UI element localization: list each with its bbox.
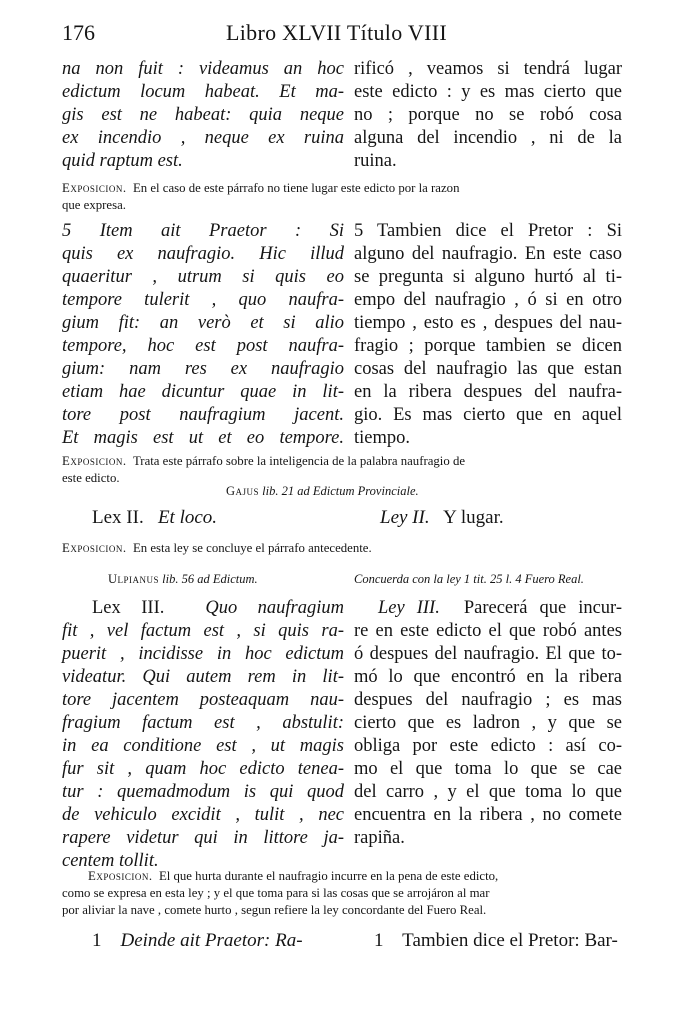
text-line: gium: nam res ex naufragio [62,359,344,379]
text-line: cosas del naufragio las que estan [354,359,622,379]
exposicion-note-2 [62,453,622,487]
text-line: quis ex naufragio. Hic illud [62,244,344,264]
exposicion-label: Exposicion. [88,869,153,883]
text-line: quid raptum est. [62,151,183,171]
ley-ii-spanish [380,507,504,529]
text-line: rificó , veamos si tendrá lugar [354,59,622,79]
text-line: encuentra en la ribera , no comete [354,805,622,825]
text-line: ó despues del naufragio. El que to- [354,644,622,664]
exposicion-text: este edicto. [62,471,120,485]
source-attribution-ulpianus [108,572,258,587]
lex-number: Lex II. [92,507,144,528]
section-number: 1 [374,930,384,951]
ley-text: Y lugar. [443,507,504,528]
text-line: tore jacentem posteaquam nau- [62,690,344,710]
ley-number: Ley II. [380,507,430,528]
ley-number: Ley III. [378,598,440,618]
text-line: centem tollit. [62,851,159,871]
text-line: 5 Tambien dice el Pretor : Si [354,221,622,241]
exposicion-label: Exposicion. [62,181,127,195]
text-line: edictum locum habeat. Et ma- [62,82,344,102]
text-line: etiam hae dicuntur quae in lit- [62,382,344,402]
page-number: 176 [62,20,95,45]
exposicion-text: El que hurta durante el naufragio incurre en la pena de este edicto, [158,869,499,883]
text-line: obliga por este edicto : así co- [354,736,622,756]
text-line [62,597,344,620]
exposicion-label: Exposicion. [62,454,127,468]
text-line: puerit , incidisse in hoc edictum [62,644,344,664]
text-line: in ea conditione est , ut magis [62,736,344,756]
text-line: tempore tulerit , quo naufra- [62,290,344,310]
source-author: Ulpianus [108,572,160,586]
text-line: mo el que toma lo que se cae [354,759,622,779]
exposicion-note-3 [62,540,622,557]
text-line: gis est ne habeat: quia neque [62,105,344,125]
exposicion-text: por aliviar la nave , comete hurto , segun refiere la ley concordante del Fuero Real. [62,903,487,917]
latin-column-section-5 [62,220,344,450]
source-attribution-gajus [226,484,419,499]
exposicion-note-1 [62,180,622,214]
text-line: ex incendio , neque ex ruina [62,128,344,148]
lex-ii-latin [92,507,217,529]
text-line [354,597,622,620]
text-line: se pregunta si alguno hurtó al ti- [354,267,622,287]
running-title: Libro XLVII Título VIII [226,20,447,45]
exposicion-text: que expresa. [62,198,126,212]
spanish-column-section-1 [354,58,622,173]
exposicion-note-4 [62,868,622,919]
text-line: alguna del incendio , ni de la [354,128,622,148]
text-line: mó lo que encontró en la ribera [354,667,622,687]
text-line: en la ribera despues del naufra- [354,382,622,402]
text-line: rapiña. [354,828,405,848]
text-line: empo del naufragio , ó si en otro [354,290,622,310]
latin-column-section-1 [62,58,344,173]
latin-column-lex-iii [62,597,344,873]
ley-text: Parecerá que incur- [463,598,623,618]
lex-text: Quo naufragium [205,598,345,618]
spanish-column-section-5 [354,220,622,450]
lex-text: Et loco. [157,507,218,528]
text-line: fur sit , quam hoc edicto tenea- [62,759,344,779]
text-line: tur : quemadmodum is qui quod [62,782,344,802]
text-line: gium fit: an verò et si alio [62,313,344,333]
section-number: 1 [92,930,102,951]
text-line: 5 Item ait Praetor : Si [62,221,344,241]
source-work: lib. 21 ad Edictum Provinciale. [262,484,419,498]
text-line: rapere videtur qui in littore ja- [62,828,344,848]
text-line: na non fuit : videamus an hoc [62,59,344,79]
text-line: fit , vel factum est , si quis ra- [62,621,344,641]
text-line: fragio ; porque tambien se dicen [354,336,622,356]
source-work: lib. 56 ad Edictum. [162,572,258,586]
text-line: del carro , y el que toma lo que [354,782,622,802]
text-line: quaeritur , utrum si quis eo [62,267,344,287]
section-text: Deinde ait Praetor: Ra- [120,930,303,951]
section-text: Tambien dice el Pretor: Bar- [402,930,618,951]
latin-next-section [92,930,303,952]
exposicion-text: como se expresa en esta ley ; y el que toma para si las cosas que se arrojáron al mar [62,886,490,900]
text-line: videatur. Qui autem rem in lit- [62,667,344,687]
concordance-note: Concuerda con la ley 1 tit. 25 l. 4 Fuero Real. [354,572,584,586]
exposicion-label: Exposicion. [62,541,127,555]
text-line: fragium factum est , abstulit: [62,713,344,733]
text-line: este edicto : y es mas cierto que [354,82,622,102]
exposicion-text: En el caso de este párrafo no tiene lugar este edicto por la razon [132,181,460,195]
text-line: tiempo. [354,428,411,448]
text-line: re en este edicto el que robó antes [354,621,622,641]
text-line: gio. Es mas cierto que en aquel [354,405,622,425]
text-line: tempore, hoc est post naufra- [62,336,344,356]
text-line: cierto que es ladron , y que se [354,713,622,733]
page-header [62,20,622,50]
text-line: tore post naufragium jacent. [62,405,344,425]
source-author: Gajus [226,484,260,498]
text-line: alguno del naufragio. En este caso [354,244,622,264]
text-line: ruina. [354,151,397,171]
text-line: tiempo , esto es , despues del nau- [354,313,622,333]
text-line: Et magis est ut et eo tempore. [62,428,344,448]
spanish-next-section [374,930,618,952]
exposicion-text: Trata este párrafo sobre la inteligencia de la palabra naufragio de [132,454,466,468]
text-line: despues del naufragio ; es mas [354,690,622,710]
spanish-column-ley-iii [354,597,622,850]
text-line: de vehiculo excidit , tulit , nec [62,805,344,825]
text-line: no ; porque no se robó cosa [354,105,622,125]
exposicion-text: En esta ley se concluye el párrafo antecedente. [132,541,372,555]
lex-number: Lex III. [92,598,165,618]
